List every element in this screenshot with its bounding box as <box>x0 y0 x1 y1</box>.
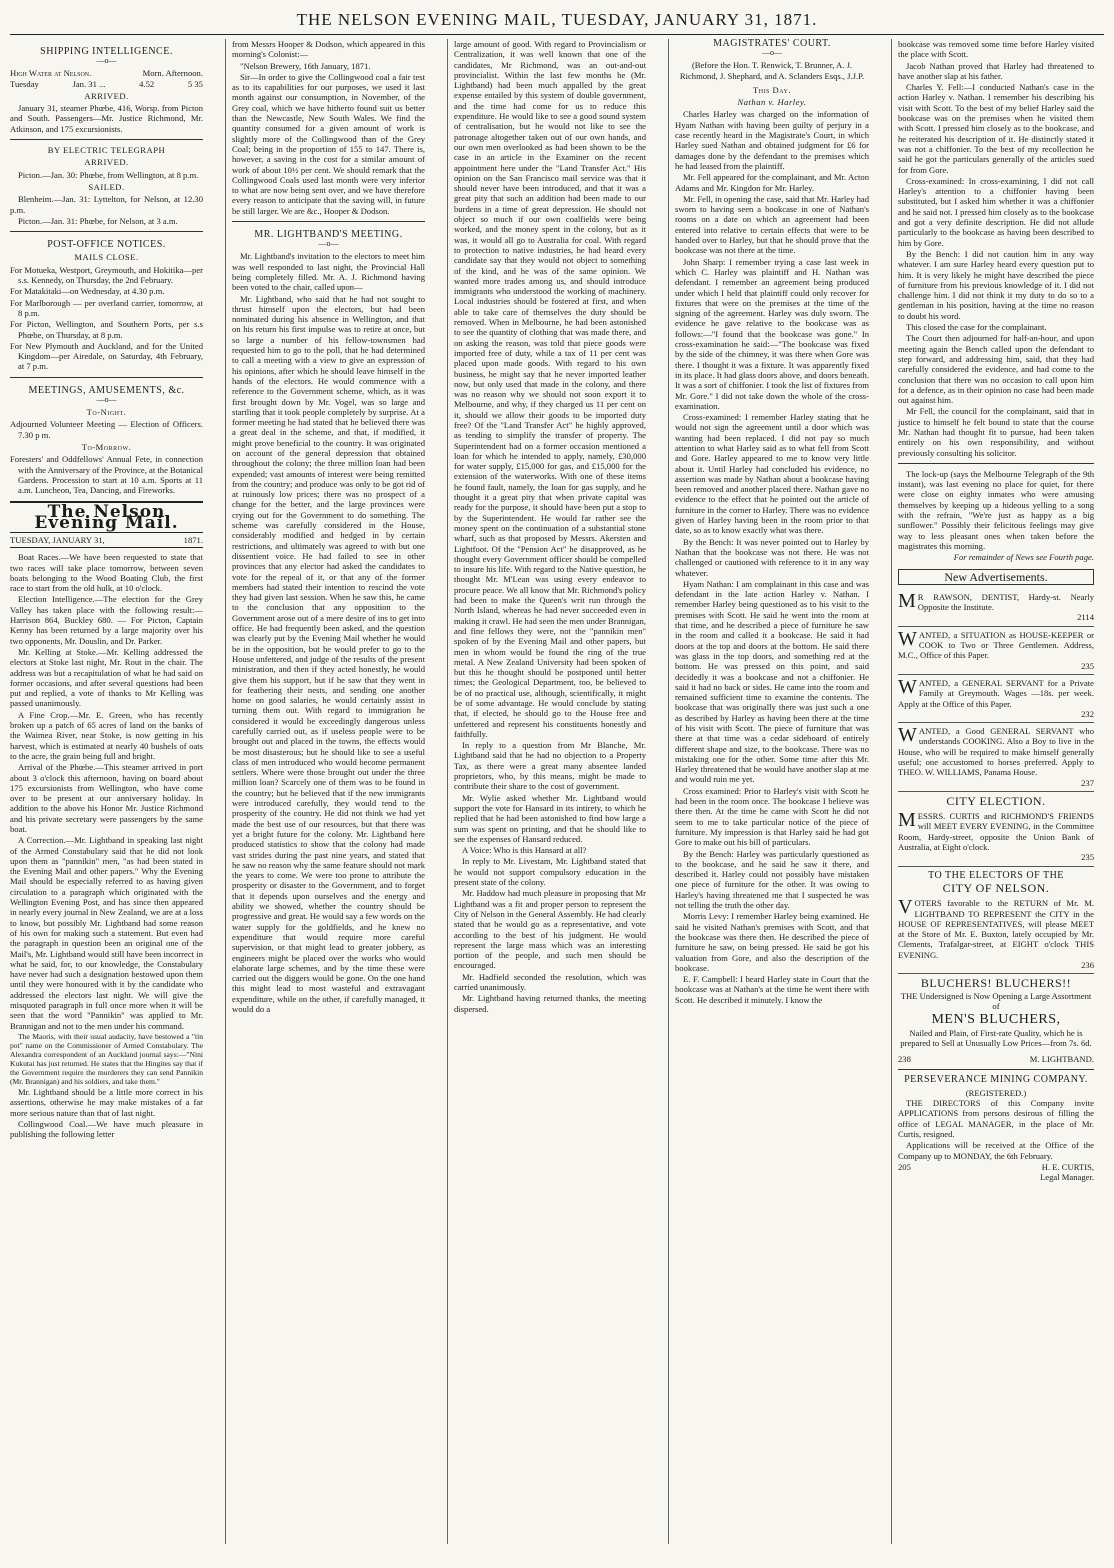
court-para: Mr. Fell appeared for the complainant, and Mr. Acton Adams and Mr. Kingdon for Mr. Harley. <box>675 172 869 193</box>
bluchers-intro: THE Undersigned is Now Opening a Large Assortment of <box>900 990 1092 1011</box>
court-para: Cross-examined: I remember Harley stating that he would not sign the agreement until a door which was wanting had been replaced. I did not pay so much attention to what Harley said as to what fell from Scott and Gore. Harley appeared to me to know very little about it. Until Harley had concluded his evidence, no assertion was made by Nathan about a bookcase having been removed and another placed there. Nathan gave no evidence to the effect that he pointed out the article of furniture in the corner to Harley. There was no evidence given of Harley having been in the room prior to that date, so as to know exactly what was there. <box>675 412 869 536</box>
ad-city-election <box>898 808 1094 866</box>
news-maoris: The Maoris, with their usual audacity, have bestowed a "tin pot" name on the Commissioner of Armed Constabulary. The Alexandra correspondent of an Auckland journal says:—"Nini Kukutai has just returned. He states that the Hingites say that if the Government require the murderers they can send Pannikin (Mr. Brannigan) and his soldiers, and take them." <box>10 1031 203 1086</box>
tide-afternoon: 5 35 <box>187 78 203 89</box>
speech-para: Mr. Hadfield seconded the resolution, which was carried unanimously. <box>454 971 646 993</box>
ad-number: 238 <box>898 1054 911 1065</box>
divider <box>10 139 203 140</box>
lockup-para: The lock-up (says the Melbourne Telegraph of the 9th instant), was last evening no place for quiet, for there were close on eighty inmates who were amusing themselves by keeping up a hideous yelling to a song with the refrain, "We're just as happy as a big sunflower." Possibly their felicitous feelings may give way to less pleasant ones when taken before the magistrates this morning. <box>898 468 1094 551</box>
bluchers-heading: BLUCHERS! BLUCHERS!! <box>920 976 1072 991</box>
sailed-text-1: Blenheim.—Jan. 31: Lyttelton, for Nelson, at 12.30 p.m. <box>10 194 203 215</box>
news-lightband-correct: Mr. Lightband should be a little more correct in his assertions, otherwise he may make mistakes of a far more serious nature than that of last night. <box>10 1086 203 1118</box>
mining-heading: PERSEVERANCE MINING COMPANY. <box>904 1074 1088 1086</box>
remainder-note: For remainder of News see Fourth page. <box>953 552 1094 563</box>
ad-number: 235 <box>1081 660 1094 671</box>
court-para: E. F. Campbell: I heard Harley state in Court that the bookcase was at Nathan's at the time he went there with Scott. He described it minutely. I know the <box>675 974 869 1005</box>
column-4 <box>668 39 869 1544</box>
ad-number: 205 <box>898 1161 911 1172</box>
city-election-heading: CITY ELECTION. <box>946 793 1046 808</box>
post-heading: POST-OFFICE NOTICES. <box>47 239 166 251</box>
sailed-text-2: Picton.—Jan. 31: Phœbe, for Nelson, at 3 a.m. <box>18 215 178 226</box>
speech-para: In reply to a question from Mr Blanche, Mr. Lightband said that he had no objection to a Property Tax, as there were a great many absentee landed proprietors, who, by this means, might be made to contribute their share to the cost of government. <box>454 740 646 792</box>
new-ads-heading: New Advertisements. <box>898 569 1094 585</box>
divider <box>10 377 203 378</box>
meetings-heading: MEETINGS, AMUSEMENTS, &c. <box>28 384 185 396</box>
sailed-label: SAILED. <box>88 181 125 192</box>
tomorrow-text: Foresters' and Oddfellows' Annual Fete, in connection with the Anniversary of the Province, at the Botanical Gardens. Procession to start at 10 a.m. Sports at 11 a.m. Luncheon, Tea, Dancing, and Fireworks. <box>10 454 203 496</box>
court-heading: MAGISTRATES' COURT. <box>713 39 831 49</box>
dateline <box>10 533 203 548</box>
court-cont: Mr Fell, the council for the complainant, said that in justice to himself he felt bound to state that the course Mr. Nathan had thought fit to pursue, had been taken entirely on his own responsibility, and without previously consulting his solicitor. <box>898 406 1094 458</box>
column-5 <box>891 39 1094 1544</box>
ad-number: 232 <box>1081 708 1094 719</box>
mining-footer <box>898 1162 1094 1172</box>
ad-text: ANTED, a SITUATION as HOUSE-KEEPER or COOK to Two or Three Gentlemen. Address, M.C., Office of this Paper. <box>898 629 1094 661</box>
bluchers-text: Nailed and Plain, of First-rate Quality, which he is prepared to Sell at Unusually Low Prices—from 7s. 6d. <box>900 1027 1092 1048</box>
drop-cap: W <box>898 627 917 650</box>
ornament-rule: —o— <box>96 395 117 405</box>
post-sub: MAILS CLOSE. <box>74 252 139 263</box>
ad-general-servant <box>898 723 1094 792</box>
court-case: Nathan v. Harley. <box>737 97 807 108</box>
ad-electors <box>898 895 1094 974</box>
speech-para: large amount of good. With regard to Provincialism or Centralization, it was well known that one of the candidates, Mr Richmond, was an out-and-out provincialist. Within the last few months he (Mr. Lightband) had been much appalled by the great expense entailed by this system of double government, and the time had come for us to reduce this expenditure. He would like to see a good sound system of centralisation, but he would not like to see the patronage altogether taken out of our own hands, and our own men overlooked as had been shown to be the case in an article in the Examiner on the recent appointment here under the "Land Transfer Act." His opinion on the San Francisco mail service was that it should never have been introduced, and that it was a great pity that such an addition had been made to our burdens in a time of great depression. He should not object so much if our own coalfields were being worked, and the money spent in the colony, but as it was, it would all go to Australia for coal. With regard to protection to native industries, he had heard every candidate say that they would not object to something of the kind, and he was of the same opinion. We wanted more trades among us, and should introduce immigrants who understood the working of machinery. Local industries should be fostered at first, and when able to take care of themselves the duty should be removed. When in Melbourne, he had been astonished to see the quantity of clothing that was made there, and on asking the reason, was told that piece goods were imported free of duty, while a tax of 11 per cent was placed upon made goods. With regard to his own business, he might say that he never imported leather now, but only used that made in the colony, and there was no reason why we should not soon export it to Melbourne, and why, if they charged us 11 per cent on it, should we allow their goods to be imported duty free? Of the "Land Transfer Act" he highly approved, as tending to simplify the transfer of property. The Superintendent had on a former occasion mentioned a loan for which he intended to apply, namely, £30,000 for water supply, £15,000 for gas, and £15,000 for the extension of the waterworks. With one of these items he found fault, namely, the loan for gas supply, and he thought it a great pity that when private capital was ready for the purpose, it should have been put a stop to by the Superintendent. He would far rather see the money spent on the continuation of a substantial stone wharf, such as that proposed by Messrs. Akersten and Lightfoot. Of the "Pension Act" he disapproved, as he thought every Government officer should be compelled to insure his life. With regard to the Native question, he thought Mr. M'Lean was using every endeavor to procure peace. We all know that Mr. Richmond's policy had been to make the Queen's writ run through the North Island, whereas he had never succeeded even in making it crawl. He had seen the men under Brannigan, and fine fellows they were, not the "pannikin men" spoken of by the Evening Mail and other papers, but men in whom would be found the ring of the true metal. A New Zealand University had been spoken of but this he thought should be postponed until better times; the Geological Department, too, be believed to be of no practical use, although, scientifically, it might be of some advantage. He would conclude by stating that, if elected, he should go to the House free and unfettered and represent his constituents honestly and faithfully. <box>454 39 646 739</box>
court-para: Cross examined: Prior to Harley's visit with Scott he had been in the room once. The bookcase I believe was there then. At the time he came with Scott he did not seem to me to take particular notice of the piece of furniture. My impression is that Harley said he had got Gore to make out his bill of particulars. <box>675 785 869 848</box>
speech-para: Mr. Haddow had much pleasure in proposing that Mr Lightband was a fit and proper person to represent the City of Nelson in the General Assembly. He had clearly stated that he would go as a representative, and vote according to the best of his judgment. He would represent the large mass which was an interesting portion of the people, and such men should be encouraged. <box>454 888 646 971</box>
newspaper-page <box>10 10 1104 1546</box>
column-1 <box>10 39 203 1544</box>
post-item: For Marlborough — per overland carrier, tomorrow, at 8 p.m. <box>10 297 203 318</box>
high-water-label: High Water at Nelson. <box>10 68 92 79</box>
arrived-text: January 31, steamer Phœbe, 416, Worsp. from Picton and South. Passengers—Mr. Justice Richmond, Mr. Atkinson, and 175 excursionists. <box>10 103 203 134</box>
court-cont: bookcase was removed some time before Harley visited the place with Scott. <box>898 39 1094 60</box>
divider <box>232 221 425 222</box>
electors-heading: TO THE ELECTORS OF THE <box>928 869 1064 881</box>
ad-text: ANTED, a GENERAL SERVANT for a Private Family at Greymouth. Wages —18s. per week. Apply at the Office of this Paper. <box>898 677 1094 709</box>
court-cont: By the Bench: I did not caution him in any way whatever. I am sure Harley heard every question put to him. It is very likely he might have described the piece of furniture from his previous knowledge of it. I did not challenge him. I did not think it my duty to do so to a gentleman in his position, having at the time no reason to doubt his word. <box>898 248 1094 321</box>
court-para: Charles Harley was charged on the information of Hyam Nathan with having been guilty of perjury in a case recently heard in the Magistrate's Court, in which Harley sued Nathan and obtained judgment for £6 for damages done by the defendant to the premises which he had leased from the plaintiff. <box>675 109 869 171</box>
telegraph-label: BY ELECTRIC TELEGRAPH <box>47 145 166 156</box>
meeting-para: Mr. Lightband's invitation to the electors to meet him was well responded to last night, the Provincial Hall being completely filled. Mr. A. J. Richmond having been voted to the chair, called upon— <box>232 251 425 293</box>
afternoon-label: Afternoon. <box>165 68 203 79</box>
column-2 <box>225 39 425 1544</box>
letter-body: Sir—In order to give the Collingwood coal a fair test as to its capabilities for our purposes, we used it last month against our consumption, in November, of the Grey coal, which we have hitherto found suit us better than the Newcastle, New South Wales. We find the quantity consumed for a given amount of work is slightly more of the Collingwood than of the Grey Coal; being in the proportion of 155 to 147. There is, however, a saving in the cost for a similar amount of work of about 10½ per cent. We should remark that the Collingwood Coals used last month were very inferior to what are now being sent over, and we have therefore every reason to anticipate that the saving will, in future be still larger. We are &c., Hooper & Dodson. <box>232 71 425 216</box>
shipping-heading: SHIPPING INTELLIGENCE. <box>40 46 173 57</box>
ornament-rule: —o— <box>96 56 117 66</box>
speech-para: Mr. Wylie asked whether Mr. Lightband would support the vote for Hansard in its intirety, to which he replied that he had been astonished to find how large a sum was spent on printing, and that he should like to see the expenses of Hansard reduced. <box>454 792 646 844</box>
columns <box>10 39 1104 1544</box>
post-item: For Matakitaki—on Wednesday, at 4.30 p.m. <box>10 286 165 297</box>
bluchers-sign: M. LIGHTBAND. <box>1029 1054 1094 1065</box>
ad-number: 237 <box>1081 777 1094 788</box>
drop-cap: W <box>898 675 917 698</box>
court-para: Hyam Nathan: I am complainant in this case and was defendant in the late action Harley v. Nathan. I remember Harley being questioned as to his visit to the premises with Scott. He said he went into the room at that time, and he described a piece of furniture he saw in the room and called it a bookcase. He said it had doors at the top and doors at the bottom. He said there was glass in the top doors, and something red at the bottom. He was pressed on this point, and said decidedly it was a bookcase and not a chiffonier. He said it had no back or sides. He came into the room and remained sufficient time to examine the contents. The bookcase that was originally there was just such a one as described by Harley as having been there at the time of his visit with Scott. The piece of furniture that was there at that time was a cedar sideboard of entirely different shape and size, to the bookcase. There was no mistaking one for the other. Some time after this Mr. Harley threatened that he would have another slap at me and would ruin me yet. <box>675 578 869 785</box>
arrived2-label: ARRIVED. <box>84 157 129 168</box>
tide-row <box>10 79 203 89</box>
news-correction: A Correction.—Mr. Lightband in speaking last night of the Armed Constabulary said that he did not look upon them as "pannikin" men, "as had been stated in the Evening Mail and other papers." Why the Evening Mail should be especially referred to as having given circulation to a paragraph which originated with the Wellington Evening Post, and has since then appeared in nearly every journal in New Zealand, we are at a loss to know, but possibly Mr. Lightband had some reason of his own for making such a statement. But even had the paragraph in question been an original one of the Mail's, Mr. Lightband would still have been incorrect in what he said, for, to our knowledge, the Constabulary have never had such a designation bestowed upon them until they were honoured with it by the candidate who addressed the electors last night. We will give the misquoted paragraph in full once more when it will be seen that the word "Pannikin" was applied to Mr. Brannigan and not to the men under his command. <box>10 835 203 1031</box>
court-cont: This closed the case for the complainant. <box>906 322 1047 333</box>
court-day: This Day. <box>752 84 792 95</box>
masthead: THE NELSON EVENING MAIL, TUESDAY, JANUARY 31, 1871. <box>10 10 1104 35</box>
tide-date: Jan. 31 ... <box>72 78 106 89</box>
news-collingwood: Collingwood Coal.—We have much pleasure in publishing the following letter <box>10 1118 203 1140</box>
court-cont: The Court then adjourned for half-an-hour, and upon meeting again the Bench called upon the defendant to step forward, and addressing him, said, that they had carefully considered the evidence, and had come to the conclusion that there was no occasion to call upon him for a defence, as in their opinion no case had been made out against him. <box>898 333 1094 406</box>
ornament-rule: —o— <box>762 48 782 58</box>
court-cont: Charles Y. Fell:—I conducted Nathan's case in the action Harley v. Nathan. I remember his describing his visit with Scott. To the best of my belief Harley said the bookcase was on the premises when he visited them with Scott. I pressed him closely as to the bookcase, and he reiterated his description of it. He distinctly stated it was not a chiffonier. To the best of my recollection he said he got the particulars generally of the articles sued for from Gore. <box>898 82 1094 175</box>
news-election: Election Intelligence.—The election for the Grey Valley has taken place with the following result:—Harrison 864, Buckley 680. — For Picton, Captain Kenny has been returned by a large majority over his two opponents, Mr. Douslin, and Dr. Parker. <box>10 594 203 646</box>
nameplate: The Nelson Evening Mail. <box>10 501 203 533</box>
meeting-heading: MR. LIGHTBAND'S MEETING. <box>254 229 403 241</box>
morn-label: Morn. <box>142 68 164 79</box>
column-3 <box>447 39 646 1544</box>
tomorrow-label: To-Morrow. <box>81 441 132 452</box>
court-para: By the Bench: It was never pointed out to Harley by Nathan that the bookcase was not there. He was not challenged or cautioned with reference to it in any way whatever. <box>675 536 869 578</box>
speech-para: In reply to Mr. Livestam, Mr. Lightband stated that he would not support compulsory education in the present state of the colony. <box>454 856 646 888</box>
meeting-para: Mr. Lightband, who said that he had not sought to thrust himself upon the electors, but had been nominated during his absence in Wellington, and that on his return his first impulse was to retire at once, but so large a number of his fellow-townsmen had requested him to go to the poll, that he had determined to call a meeting with a view to give an expression of his opinions, after which he should leave himself in the hands of the electors. He would commence with a reference to the Government scheme, which, as it was first brought down by Mr. Vogel, was so large and startling that it took people completely by surprise. At a former meeting he had stated that he believed there was a great deal in the scheme, and that, if modified, it might prove beneficial to the country. It was originated on account of the general depression that obtained throughout the colony; the three million loan had been expended; vast amounts of interest were being remitted from the country; and produce was only to be got rid of at ruinously low prices; there was no prospect of a change for the better, and the large provinces were crying out for the Government to do something. The scheme was carefully considered in the House, considerably modified and hedged in by certain restrictions, and ultimately was agreed to with but one dissentient voice. He had failed to see in other provinces that any elector had asked the candidates to vote for the repeal of it, or that any of the former members had stated their intention to rescind the vote they had given last session. When he saw this, he came to the conclusion that any opposition to the Government arose out of a mere desire of ins to get into office. He had frequently been asked, and the question was clearly put by the Evening Mail whether he would be in the opposition, but he would prefer to go to the House unfettered, and judge of the results of the present ministration, and then if they acted honestly, he would give them his support, but if he saw that they went in for feathering their nests, and sending one another home on good salaries, he would certainly assist in turning them out. With regard to immigration he considered it would be exceedingly dangerous unless carefully carried out, as if useless people were to be brought out and placed in the towns, the effects would be most disasterous; but he should like to see a useful class of men introduced who would become permanent settlers. Where were those brought out under the three million loan? Scarcely one of them was to be found in the country; but he believed that if the new immigrants were introduced carefully, they would tend to the prosperity of the country. He did not think we had yet made the best use of our resources, but that there was yet a bright future for the colony. Mr. Lightband here produced statistics to show that the colony had made vast strides during the past nine years, and stated that he saw no reason why the same feature should not mark the years to come. We were too prone to attribute the prosperity or disaster to the Government, and to forget that it depends upon ourselves and the energy and ability we showed, whether the country should be progressive and great. He would say a few words on the water supply for the goldfields, and he knew no expenditure that would require more careful supervision, or that might lead to greater jobbery, as engineers might be placed over the works who would elaborate large schemes, and by the time these were carried out the diggers would be gone. On the one hand this might lead to most wasteful and extravagant expenditure, while on the other, if carefully managed, it would do a <box>232 293 425 1015</box>
drop-cap: V <box>898 896 913 919</box>
news-boat-races: Boat Races.—We have been requested to state that two races will take place tomorrow, between seven boats belonging to the Wood Boating Club, the first race to start from the old hulk, at 10 o'clock. <box>10 552 203 594</box>
court-para: By the Bench: Harley was particularly questioned as to the bookcase, and he said he saw it there, and described it. Harley could not possibly have mistaken one piece of furniture for the other. It was owing to Harley's having threatened me that I suspected he was not telling the truth the other day. <box>675 848 869 911</box>
dateline-day: TUESDAY, JANUARY 31, <box>10 534 105 545</box>
court-para: Mr. Fell, in opening the case, said that Mr. Harley had sworn to having seen a bookcase in one of Nathan's rooms on a date on which an agreement had been entered into relative to certain effects that were to be handed over to Harley, but that he should prove that the bookcase was not there at the time. <box>675 193 869 256</box>
dateline-year: 1871. <box>183 534 203 545</box>
post-item: For New Plymouth and Auckland, and for the United Kingdom—per Airedale, on Saturday, 4th February, at 7 p.m. <box>10 340 203 372</box>
mining-role: Legal Manager. <box>1040 1172 1094 1183</box>
court-cont: Jacob Nathan proved that Harley had threatened to have another slap at his father. <box>898 60 1094 81</box>
ad-housekeeper <box>898 627 1094 675</box>
ad-text: OTERS favorable to the RETURN of Mr. M. LIGHTBAND TO REPRESENT the CITY in the HOUSE OF REPRESENTATIVES, will please MEET at the Store of Mr. E. Buxton, lately occupied by Mr. Clements, Trafalgar-street, at EIGHT o'clock THIS EVENING. <box>898 898 1094 960</box>
electors-heading-2: CITY OF NELSON. <box>942 880 1050 895</box>
post-list <box>10 265 203 372</box>
tonight-text: Adjourned Volunteer Meeting — Election of Officers. 7.30 p m. <box>10 419 203 440</box>
ornament-rule: —o— <box>318 239 339 249</box>
divider <box>898 463 1094 464</box>
divider <box>898 1069 1094 1070</box>
post-item: For Picton, Wellington, and Southern Ports, per s.s Phœbe, on Thursday, at 8 p.m. <box>10 319 203 340</box>
speech-para: A Voice: Who is this Hansard at all? <box>462 845 587 856</box>
drop-cap: M <box>898 809 916 832</box>
news-phoebe: Arrival of the Phœbe.—This steamer arrived in port about 3 o'clock this afternoon, having on board about 175 excursionists from Wellington, who have come over to be present at our anniversary holiday. In addition to the above his Honor Mr. Justice Richmond and his private secretary were passengers by the same boat. <box>10 762 203 834</box>
drop-cap: W <box>898 724 917 747</box>
ad-number: 236 <box>1081 960 1094 971</box>
letter-intro: from Messrs Hooper & Dodson, which appeared in this morning's Colonist:— <box>232 39 425 60</box>
ad-text: ESSRS. CURTIS and RICHMOND'S FRIENDS will MEET EVERY EVENING, in the Committee Room, Hardy-street, opposite the Union Bank of Australia, at Eight o'clock. <box>898 811 1094 853</box>
tide-header <box>10 68 203 78</box>
bluchers-footer <box>898 1054 1094 1064</box>
mining-sign: H. E. CURTIS, <box>1041 1161 1094 1172</box>
news-kelling: Mr. Kelling at Stoke.—Mr. Kelling addressed the electors at Stoke last night, Mr. Rout in the chair. The address was but a recapitulation of what he had said on former occasions, and after several questions had been put and replied, a vote of thanks to Mr Kelling was passed unanimously. <box>10 646 203 709</box>
court-para: John Sharp: I remember trying a case last week in which C. Harley was plaintiff and H. Nathan was defendant. I remember an agreement being produced under which I held that plaintiff could only recover for fixtures that were on the premises at the time of the signing of the agreement. Harley was duly sworn. The evidence he gave relative to the bookcase was as follows:—"I found that the bookcase was gone." In cross-examination he said:—"The bookcase was fixed by the side of the chimney, it was there when Gore was there. I thought it was a fixture. It was apparently fixed in its place. It had glass doors above, and doors beneath. It was a sort of chiffonier. I took the list of fixtures from Mr. Gore." I did not take down the whole of the cross-examination. <box>675 256 869 411</box>
arrived-label: ARRIVED. <box>84 90 129 101</box>
tonight-label: To-Night. <box>86 407 127 418</box>
tide-morn: 4.52 <box>139 78 155 89</box>
ad-text: R RAWSON, DENTIST, Hardy-st. Nearly Opposite the Institute. <box>917 591 1094 613</box>
ad-number: 235 <box>1081 852 1094 863</box>
ad-servant <box>898 675 1094 723</box>
bluchers-big: MEN'S BLUCHERS, <box>931 1012 1061 1028</box>
drop-cap: M <box>898 589 916 612</box>
letter-address: "Nelson Brewery, 16th January, 1871. <box>240 60 371 71</box>
court-bench: (Before the Hon. T. Renwick, T. Brunner, A. J. Richmond, J. Shephard, and A. Sclanders Esqs., J.J.P. <box>679 60 865 81</box>
divider <box>10 231 203 232</box>
arrived2-text: Picton.—Jan. 30: Phœbe, from Wellington, at 8 p.m. <box>18 169 199 180</box>
ad-text: ANTED, a Good GENERAL SERVANT who understands COOKING. Also a Boy to live in the House, who will be required to make himself generally useful; one accustomed to horses preferred. Apply to THEO. W. WILLIAMS, Panama House. <box>898 726 1094 778</box>
tide-day: Tuesday <box>10 78 39 89</box>
speech-para: Mr. Lightband having returned thanks, the meeting dispersed. <box>454 993 646 1014</box>
ad-number: 2114 <box>1077 612 1094 623</box>
news-crop: A Fine Crop.—Mr. E. Green, who has recently broken up a patch of 65 acres of land on the banks of the Waimea River, near Stoke, is now getting in his harvest, which is estimated at nearly 40 bushels of oats to the acre, the grain being full and bright. <box>10 709 203 761</box>
court-cont: Cross-examined: In cross-examining, I did not call Harley's attention to a chiffonier having been substituted, but I asked him whether it was a chiffonier and he said not. I pressed him closely as to the bookcase and got a very definite description. He did not allude particularly to the bookcase as having been described to him by Gore. <box>898 175 1094 248</box>
mining-text-2: Applications will be received at the Office of the Company up to MONDAY, the 6th February. <box>898 1140 1094 1161</box>
court-para: Morris Levy: I remember Harley being examined. He said he visited Nathan's premises with Scott, and that the bookcase was there then. He described the piece of furniture he saw, on being pressed. He said he got his valuation from Gore, and also the description of the bookcase. <box>675 911 869 973</box>
mining-text: THE DIRECTORS of this Company invite APPLICATIONS from persons desirous of filling the office of LEGAL MANAGER, in the place of Mr. Curtis, resigned. <box>898 1098 1094 1139</box>
post-item: For Motueka, Westport, Greymouth, and Hokitika—per s.s. Kennedy, on Thursday, the 2nd February. <box>10 264 203 286</box>
ad-dentist <box>898 589 1094 627</box>
mining-sub: (REGISTERED.) <box>965 1087 1027 1098</box>
